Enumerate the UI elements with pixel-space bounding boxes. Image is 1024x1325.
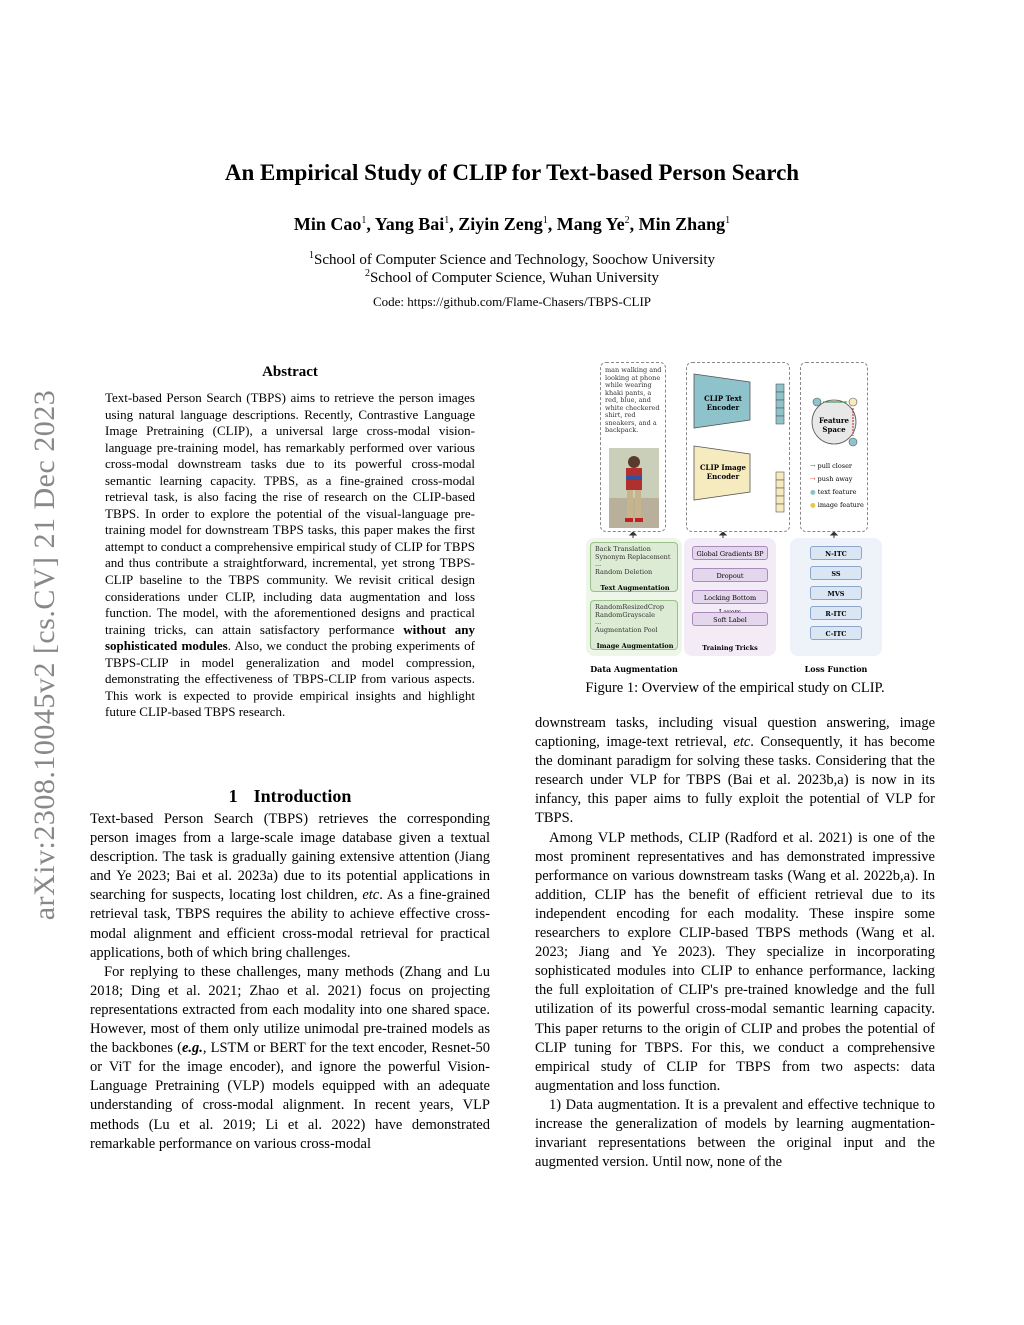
author-list: Min Cao$^1$, Yang Bai$^1$, Ziyin Zeng$^1$, Mang Ye$^2$, Min Zhang$^1$ (293, 214, 731, 234)
loss-item: SS (810, 566, 862, 580)
code-link[interactable]: Code: https://github.com/Flame-Chasers/TBPS-CLIP (372, 294, 652, 309)
loss-item: C-ITC (810, 626, 862, 640)
left-column (90, 810, 490, 1154)
paper-title: An Empirical Study of CLIP for Text-based Person Search (224, 160, 800, 185)
input-panel (600, 362, 666, 532)
legend: → pull closer ⇢ push away ● text feature ● image feature (810, 462, 864, 509)
figure-1 (578, 352, 898, 682)
abstract-body: Text-based Person Search (TBPS) aims to retrieve the person images using natural language descriptions. Recently, Contrastive Language Image Pretraining (CLIP), a universal large cross-modal vision-language pre-training model, has remarkably performed over various cross-modal downstream tasks due to its powerful cross-modal semantic learning capacity. TPBS, as a fine-grained cross-modal retrieval task, is also facing the rise of research on the CLIP-based TBPS. In order to explore the potential of the visual-language pre-training model for downstream TBPS tasks, this paper makes the first attempt to conduct a comprehensive empirical study of CLIP for TBPS and thus contribute a straightforward, incremental, yet strong TBPS-CLIP baseline to the TBPS community. We revisit critical design considerations under CLIP, including data augmentation and loss function. The model, with the aforementioned designs and practical training tricks, can attain satisfactory performance without any sophisticated modules. Also, we conduct the probing experiments of TBPS-CLIP in model generalization and model compression, demonstrating the effectiveness of TBPS-CLIP from various aspects. This work is expected to provide empirical insights and highlight future CLIP-based TBPS research. (105, 390, 475, 720)
arxiv-id: arXiv:2308.10045v2 [cs.CV] 21 Dec 2023 (28, 389, 61, 921)
legend-item: image feature (817, 501, 864, 509)
loss-item: MVS (810, 586, 862, 600)
description-text: man walking and looking at phone while wearing khaki pants, a red, blue, and white checkered shirt, red sneakers, and a backpack. (605, 366, 662, 434)
text-augmentation-box: Back Translation Synonym Replacement ... Random Deletion Text Augmentation (590, 542, 678, 592)
feature-space-label: Feature Space (818, 416, 850, 434)
person-image (609, 448, 659, 528)
image-augmentation-box: RandomResizedCrop RandomGrayscale ... Augmentation Pool Image Augmentation (590, 600, 678, 650)
author: Mang Ye (556, 214, 625, 234)
paragraph: For replying to these challenges, many methods (Zhang and Lu 2018; Ding et al. 2021; Zhao et al. 2021) focus on projecting representations extracted from each modality into one shared space. However, most of them only utilize unimodal pre-trained models as the backbones (e.g., LSTM or BERT for the text encoder, Resnet-50 or ViT for the image encoder), and ignore the powerful Vision-Language Pretraining (VLP) models equipped with an adequate understanding of cross-modal alignment. In recent years, VLP methods (Lu et al. 2019; Li et al. 2022) have demonstrated remarkable performance on various cross-modal (90, 963, 490, 1152)
author: Min Cao (293, 214, 362, 234)
author: Min Zhang (638, 214, 726, 234)
paragraph: downstream tasks, including visual question answering, image captioning, image-text retrieval, etc. Consequently, it has become the dominant paradigm for solving these tasks. Considering that the research under VLP for TBPS (Bai et al. 2023b,a) is now in its infancy, this paper aims to fully exploit the potential of VLP for TBPS. (535, 715, 935, 827)
legend-item: pull closer (817, 462, 853, 470)
tricks-label: Training Tricks (702, 644, 758, 652)
data-augmentation-label: Data Augmentation (590, 664, 678, 674)
legend-item: push away (817, 475, 853, 483)
author: Yang Bai (374, 214, 445, 234)
right-column (535, 714, 935, 1172)
loss-item: N-ITC (810, 546, 862, 560)
abstract-heading: Abstract (262, 364, 318, 380)
section-heading: 1 Introduction (228, 786, 352, 806)
trick-item: Global Gradients BP (692, 546, 768, 560)
trick-item: Dropout (692, 568, 768, 582)
feature-vectors (774, 382, 786, 522)
affiliation-1: $^1$School of Computer Science and Technology, Soochow University (309, 250, 715, 268)
figure-caption: Figure 1: Overview of the empirical study on CLIP. (585, 680, 885, 696)
loss-function-label: Loss Function (804, 664, 868, 674)
arxiv-sidebar (30, 355, 60, 955)
training-tricks-panel (684, 538, 776, 656)
image-encoder-label: CLIP Image Encoder (699, 463, 747, 481)
trick-item: Soft Label (692, 612, 768, 626)
paragraph: Among VLP methods, CLIP (Radford et al. 2021) is one of the most prominent representatives and has demonstrated impressive performance on various downstream tasks (Wang et al. 2022b,a). In addition, CLIP has the benefit of efficient retrieval due to its independent encoding for each modality. These inspire some researchers to explore CLIP-based TBPS methods (Wang et al. 2023; Jiang and Ye 2023). They specialize in incorporating sophisticated modules into CLIP to enhance performance, lacking the full exploitation of CLIP's pre-trained knowledge and the full utilization of its powerful cross-modal semantic learning capacity. This paper returns to the origin of CLIP and probes the potential of CLIP tuning for TBPS. For this, we conduct a comprehensive empirical study of CLIP for TBPS from two aspects: data augmentation and loss function. (535, 829, 935, 1094)
loss-item: R-ITC (810, 606, 862, 620)
paragraph: 1) Data augmentation. It is a prevalent and effective technique to increase the generalization of models by learning augmentation-invariant representations between the original input and the augmented version. Until now, none of the (535, 1096, 935, 1171)
paragraph: Text-based Person Search (TBPS) retrieves the corresponding person images from a large-scale image database given a textual description. The task is gradually gaining extensive attention (Jiang and Ye 2023; Bai et al. 2023a) due to its potential applications in searching for suspects, locating lost children, etc. As a fine-grained retrieval task, TBPS requires the ability to achieve effective cross-modal alignment and efficient cross-modal retrieval for practical applications, both of which bring challenges. (90, 811, 490, 961)
data-augmentation-panel (586, 538, 682, 656)
trick-item: Locking Bottom (692, 590, 768, 604)
author: Ziyin Zeng (458, 214, 543, 234)
affiliation-2: $^2$School of Computer Science, Wuhan University (364, 268, 660, 286)
legend-item: text feature (817, 488, 857, 496)
loss-function-panel (790, 538, 882, 656)
text-encoder-label: CLIP Text Encoder (704, 394, 742, 412)
